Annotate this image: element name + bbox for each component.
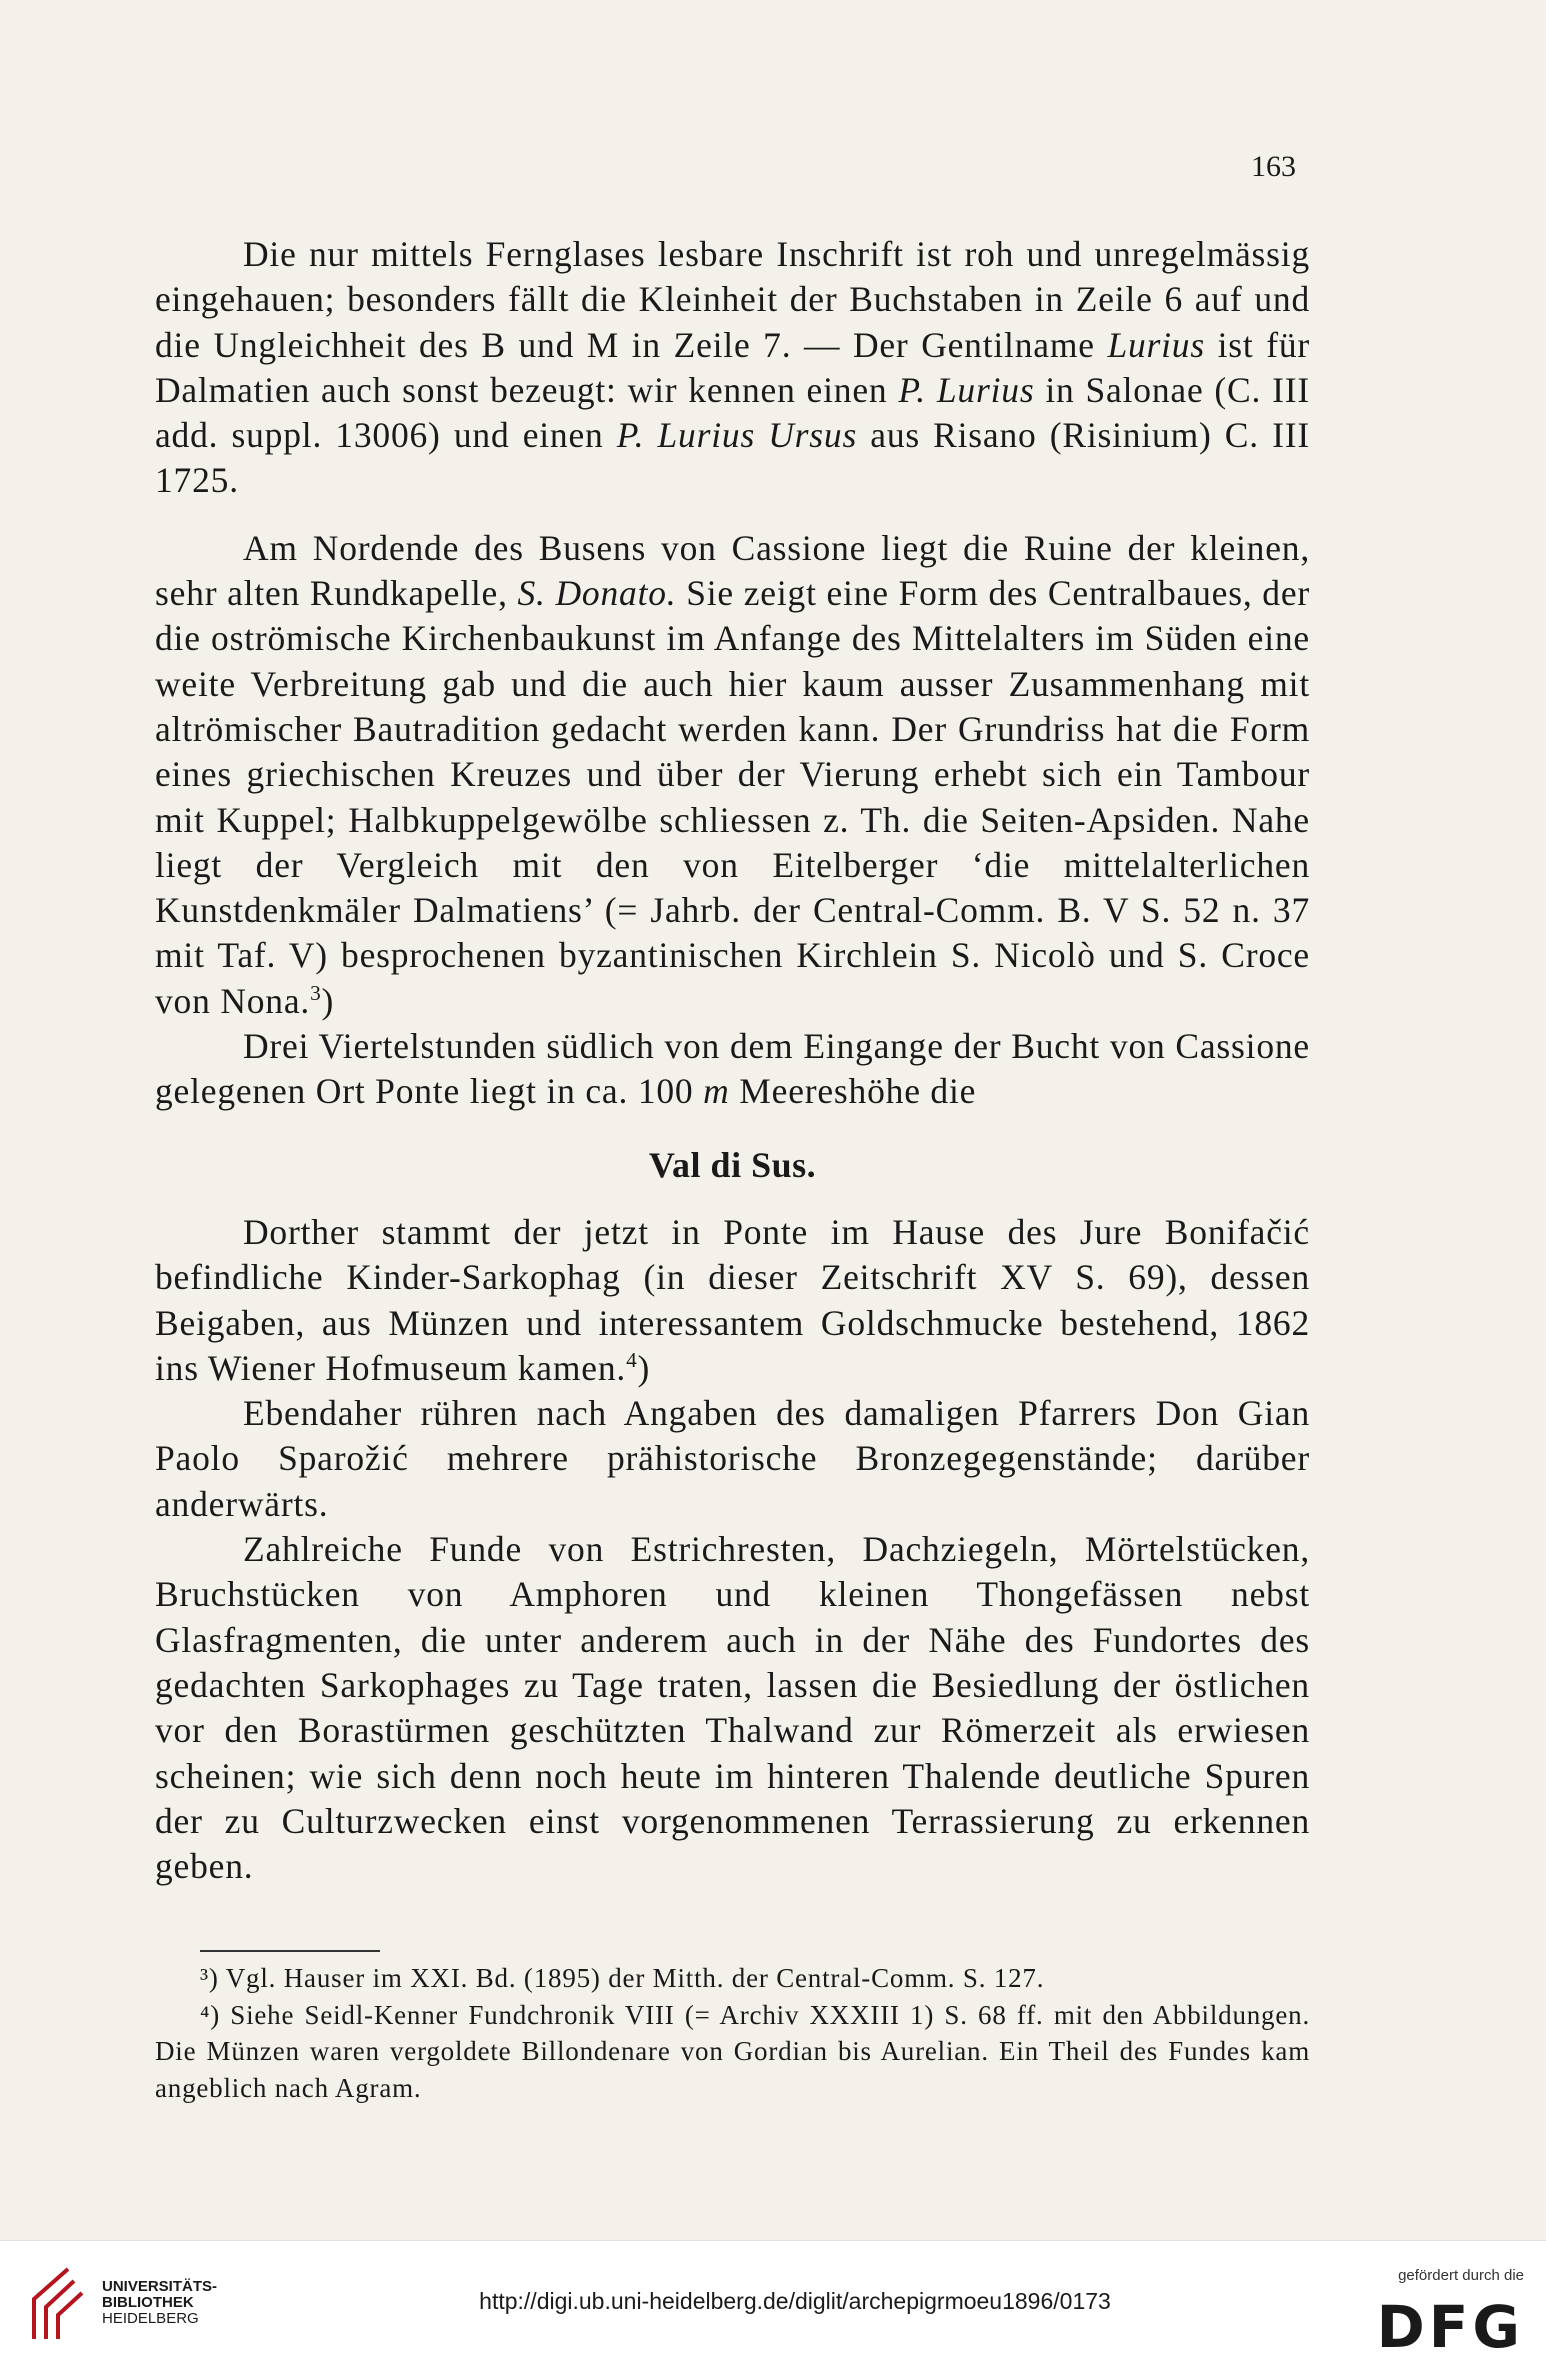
section-heading: Val di Sus. <box>648 1144 817 1185</box>
footnote-3: ³) Vgl. Hauser im XXI. Bd. (1895) der Mitth. der Central-Comm. S. 127. <box>200 1963 1045 1993</box>
footnote-divider <box>200 1950 380 1952</box>
funding-note: gefördert durch die <box>1398 2267 1524 2284</box>
footnotes <box>155 1960 1310 2106</box>
permalink-url[interactable]: http://digi.ub.uni-heidelberg.de/diglit/archepigrmoeu1896/0173 <box>479 2288 1111 2314</box>
viewer-footer <box>0 2240 1546 2377</box>
page-number: 163 <box>1251 150 1296 183</box>
paragraph-inscription: Die nur mittels Fernglases lesbare Inschrift ist roh und unregelmässig eingehauen; besonders fällt die Kleinheit der Buchstaben in Zeile 6 auf und die Ungleichheit des B und M in Zeile 7. — Der Gentilname Lurius ist für Dalmatien auch sonst bezeugt: wir kennen einen P. Lurius in Salonae (C. III add. suppl. 13006) und einen P. Lurius Ursus aus Risano (Risinium) C. III 1725. <box>155 234 1311 501</box>
paragraph-ponte: Drei Viertelstunden südlich von dem Eingange der Bucht von Cassione gelegenen Ort Ponte liegt in ca. 100 m Meereshöhe die <box>155 1026 1310 1112</box>
dfg-logo[interactable]: DFG <box>1376 2293 1524 2361</box>
body-text <box>155 232 1310 1889</box>
library-name[interactable]: UNIVERSITÄTS- BIBLIOTHEK HEIDELBERG <box>102 2278 218 2327</box>
footnote-4: ⁴) Siehe Seidl-Kenner Fundchronik VIII (= Archiv XXXIII 1) S. 68 ff. mit den Abbildungen. Die Münzen waren vergoldete Billondenare von Gordian bis Aurelian. Ein Theil des Fundes kam angeblich nach Agram. <box>155 1999 1310 2103</box>
paragraph-sarkophag: Dorther stammt der jetzt in Ponte im Hause des Jure Bonifačić befindliche Kinder-Sarkophag (in dieser Zeitschrift XV S. 69), dessen Beigaben, aus Münzen und interessantem Goldschmucke bestehend, 1862 ins Wiener Hofmuseum kamen.$^4$) <box>155 1211 1310 1388</box>
paragraph-bronze: Ebendaher rühren nach Angaben des damaligen Pfarrers Don Gian Paolo Sparožić mehrere prähistorische Bronzegegenstände; darüber anderwärts. <box>155 1393 1310 1524</box>
paragraph-funde: Zahlreiche Funde von Estrichresten, Dachziegeln, Mörtelstücken, Bruchstücken von Amphoren und kleinen Thongefässen nebst Glasfragmenten, die unter anderem auch in der Nähe des Fundortes des gedachten Sarkophages zu Tage traten, lassen die Besiedlung der östlichen vor den Borastürmen geschützten Thalwand zur Römerzeit als erwiesen scheinen; wie sich denn noch heute im hinteren Thalende deutliche Spuren der zu Culturzwecken einst vorgenommenen Terrassierung zu erkennen geben. <box>155 1529 1310 1887</box>
paragraph-san-donato: Am Nordende des Busens von Cassione liegt die Ruine der kleinen, sehr alten Rundkapelle, S. Donato. Sie zeigt eine Form des Centralbaues, der die oströmische Kirchenbaukunst im Anfange des Mittelalters im Süden eine weite Verbreitung gab und die auch hier kaum ausser Zusammenhang mit altrömischer Bautradition gedacht werden kann. Der Grundriss hat die Form eines griechischen Kreuzes und über der Vierung erhebt sich ein Tambour mit Kuppel; Halbkuppelgewölbe schliessen z. Th. die Seiten-Apsiden. Nahe liegt der Vergleich mit den von Eitelberger ‘die mittelalterlichen Kunstdenkmäler Dalmatiens’ (= Jahrb. der Central-Comm. B. V S. 52 n. 37 mit Taf. V) besprochenen byzantinischen Kirchlein S. Nicolò und S. Croce von Nona.$^3$) <box>155 527 1310 1021</box>
university-library-logo-icon[interactable] <box>28 2263 92 2343</box>
footnote-ref-4[interactable]: 4 <box>626 1348 638 1373</box>
footnote-ref-3[interactable]: 3 <box>310 980 322 1005</box>
